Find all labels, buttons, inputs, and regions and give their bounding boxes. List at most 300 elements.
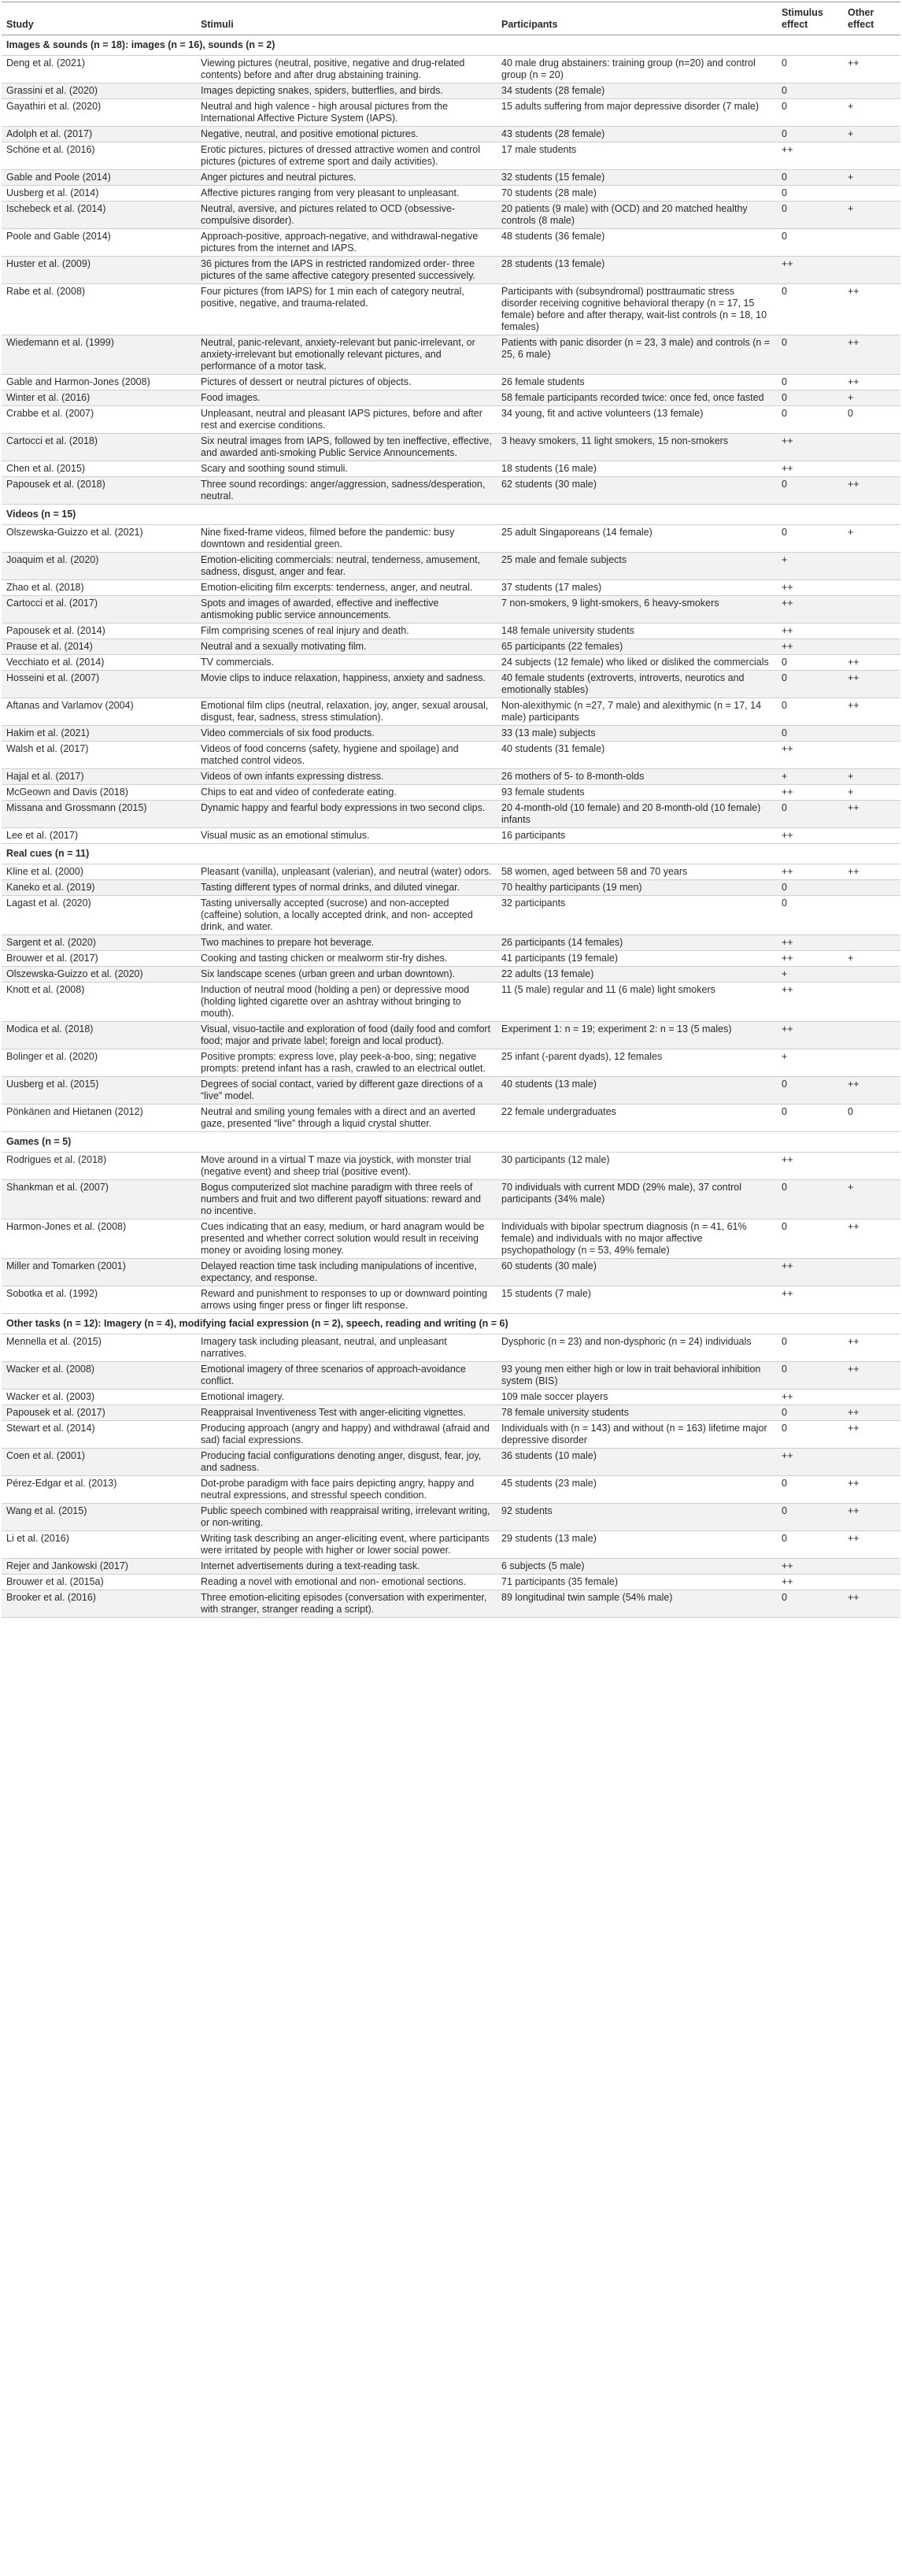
section-title: Images & sounds (n = 18): images (n = 16), sounds (n = 2) — [2, 35, 900, 56]
table-row — [2, 828, 900, 844]
cell-stimulus-effect: ++ — [777, 639, 843, 655]
cell-study: Mennella et al. (2015) — [2, 1334, 196, 1362]
table-row — [2, 553, 900, 580]
header-stimulus-effect: Stimulus effect — [777, 2, 843, 35]
cell-study: Hakim et al. (2021) — [2, 726, 196, 742]
cell-participants: 25 male and female subjects — [497, 553, 777, 580]
cell-study: Poole and Gable (2014) — [2, 229, 196, 257]
table-row — [2, 202, 900, 229]
cell-other-effect — [843, 461, 900, 477]
cell-other-effect: ++ — [843, 671, 900, 698]
cell-other-effect: ++ — [843, 1504, 900, 1531]
cell-study: Wiedemann et al. (1999) — [2, 335, 196, 375]
cell-participants: 36 students (10 male) — [497, 1449, 777, 1476]
cell-stimuli: Tasting different types of normal drinks, and diluted vinegar. — [196, 880, 497, 896]
table-row — [2, 142, 900, 170]
cell-study: Rabe et al. (2008) — [2, 284, 196, 335]
cell-stimuli: Spots and images of awarded, effective and ineffective antismoking public service announcements. — [196, 596, 497, 624]
cell-participants: 26 participants (14 females) — [497, 935, 777, 951]
cell-stimulus-effect: ++ — [777, 461, 843, 477]
cell-study: Gable and Poole (2014) — [2, 170, 196, 186]
cell-other-effect: + — [843, 390, 900, 406]
cell-stimulus-effect: ++ — [777, 1153, 843, 1180]
cell-stimulus-effect: 0 — [777, 390, 843, 406]
section-header-row — [2, 1314, 900, 1334]
cell-participants: 62 students (30 male) — [497, 477, 777, 505]
cell-participants: 89 longitudinal twin sample (54% male) — [497, 1590, 777, 1618]
cell-stimulus-effect: ++ — [777, 596, 843, 624]
cell-participants: Individuals with bipolar spectrum diagnosis (n = 41, 61% female) and individuals with no major affective psychopathology (n = 53, 49% female) — [497, 1220, 777, 1259]
cell-stimulus-effect: 0 — [777, 1405, 843, 1421]
cell-participants: 71 participants (35 female) — [497, 1575, 777, 1590]
table-row — [2, 390, 900, 406]
cell-other-effect — [843, 142, 900, 170]
cell-stimulus-effect: 0 — [777, 56, 843, 83]
table-row — [2, 769, 900, 785]
cell-other-effect: ++ — [843, 864, 900, 880]
cell-stimulus-effect: 0 — [777, 655, 843, 671]
cell-study: Huster et al. (2009) — [2, 257, 196, 284]
cell-study: Uusberg et al. (2015) — [2, 1077, 196, 1105]
cell-stimulus-effect: 0 — [777, 406, 843, 434]
cell-participants: Participants with (subsyndromal) posttraumatic stress disorder receiving cognitive behavioral therapy (n = 17, 15 female) before and after therapy, wait-list controls (n = 18, 10 females) — [497, 284, 777, 335]
cell-stimuli: TV commercials. — [196, 655, 497, 671]
cell-other-effect: ++ — [843, 1421, 900, 1449]
section-title: Real cues (n = 11) — [2, 844, 900, 864]
cell-participants: 45 students (23 male) — [497, 1476, 777, 1504]
cell-participants: 109 male soccer players — [497, 1390, 777, 1405]
cell-participants: 78 female university students — [497, 1405, 777, 1421]
cell-other-effect — [843, 935, 900, 951]
table-row — [2, 257, 900, 284]
cell-stimulus-effect: 0 — [777, 186, 843, 202]
cell-other-effect — [843, 624, 900, 639]
cell-other-effect — [843, 1259, 900, 1286]
cell-other-effect: ++ — [843, 1220, 900, 1259]
table-row — [2, 1559, 900, 1575]
table-row — [2, 335, 900, 375]
cell-other-effect: ++ — [843, 1362, 900, 1390]
cell-stimuli: Film comprising scenes of real injury and death. — [196, 624, 497, 639]
cell-participants: Experiment 1: n = 19; experiment 2: n = 13 (5 males) — [497, 1022, 777, 1049]
cell-other-effect: ++ — [843, 56, 900, 83]
cell-other-effect — [843, 896, 900, 935]
section-title: Games (n = 5) — [2, 1132, 900, 1153]
cell-stimuli: Delayed reaction time task including manipulations of incentive, expectancy, and response. — [196, 1259, 497, 1286]
cell-participants: 93 young men either high or low in trait behavioral inhibition system (BIS) — [497, 1362, 777, 1390]
table-row — [2, 83, 900, 99]
cell-stimulus-effect: 0 — [777, 698, 843, 726]
cell-stimulus-effect: 0 — [777, 127, 843, 142]
cell-stimuli: Induction of neutral mood (holding a pen) or depressive mood (holding lighted cigarette over an ashtray without bringing to mouth). — [196, 983, 497, 1022]
cell-study: Brouwer et al. (2015a) — [2, 1575, 196, 1590]
cell-stimuli: Negative, neutral, and positive emotional pictures. — [196, 127, 497, 142]
cell-stimuli: Video commercials of six food products. — [196, 726, 497, 742]
cell-study: Prause et al. (2014) — [2, 639, 196, 655]
cell-other-effect: + — [843, 525, 900, 553]
cell-participants: 6 subjects (5 male) — [497, 1559, 777, 1575]
table-row — [2, 935, 900, 951]
cell-stimulus-effect: 0 — [777, 375, 843, 390]
table-row — [2, 655, 900, 671]
cell-stimulus-effect: + — [777, 967, 843, 983]
cell-participants: 58 women, aged between 58 and 70 years — [497, 864, 777, 880]
cell-stimuli: Cues indicating that an easy, medium, or hard anagram would be presented and whether correct solution would result in receiving money or avoiding losing money. — [196, 1220, 497, 1259]
cell-study: Wacker et al. (2008) — [2, 1362, 196, 1390]
section-header-row — [2, 505, 900, 525]
table-row — [2, 1077, 900, 1105]
table-row — [2, 967, 900, 983]
cell-other-effect: + — [843, 951, 900, 967]
cell-other-effect: ++ — [843, 477, 900, 505]
table-row — [2, 1449, 900, 1476]
cell-study: Papousek et al. (2014) — [2, 624, 196, 639]
cell-other-effect: ++ — [843, 1405, 900, 1421]
cell-stimulus-effect: ++ — [777, 1022, 843, 1049]
cell-study: Zhao et al. (2018) — [2, 580, 196, 596]
cell-stimuli: Neutral and high valence - high arousal pictures from the International Affective Picture System (IAPS). — [196, 99, 497, 127]
cell-stimulus-effect: 0 — [777, 1590, 843, 1618]
cell-study: Kline et al. (2000) — [2, 864, 196, 880]
cell-other-effect — [843, 1559, 900, 1575]
cell-study: Papousek et al. (2017) — [2, 1405, 196, 1421]
table-row — [2, 1180, 900, 1220]
cell-stimuli: Unpleasant, neutral and pleasant IAPS pictures, before and after rest and exercise conditions. — [196, 406, 497, 434]
table-row — [2, 951, 900, 967]
table-row — [2, 1390, 900, 1405]
cell-stimulus-effect: ++ — [777, 257, 843, 284]
cell-stimuli: Cooking and tasting chicken or mealworm stir-fry dishes. — [196, 951, 497, 967]
table-row — [2, 127, 900, 142]
cell-stimulus-effect: 0 — [777, 1077, 843, 1105]
cell-participants: 7 non-smokers, 9 light-smokers, 6 heavy-smokers — [497, 596, 777, 624]
table-row — [2, 1049, 900, 1077]
cell-study: Stewart et al. (2014) — [2, 1421, 196, 1449]
cell-stimuli: Producing approach (angry and happy) and withdrawal (afraid and sad) facial expressions. — [196, 1421, 497, 1449]
table-row — [2, 1504, 900, 1531]
cell-other-effect — [843, 1449, 900, 1476]
table-row — [2, 434, 900, 461]
cell-other-effect — [843, 1286, 900, 1314]
cell-participants: 3 heavy smokers, 11 light smokers, 15 non-smokers — [497, 434, 777, 461]
cell-stimuli: Move around in a virtual T maze via joystick, with monster trial (negative event) and sheep trial (positive event). — [196, 1153, 497, 1180]
header-study: Study — [2, 2, 196, 35]
cell-stimulus-effect: ++ — [777, 951, 843, 967]
cell-stimulus-effect: ++ — [777, 828, 843, 844]
cell-participants: 34 students (28 female) — [497, 83, 777, 99]
cell-participants: 15 adults suffering from major depressive disorder (7 male) — [497, 99, 777, 127]
table-row — [2, 406, 900, 434]
cell-participants: 17 male students — [497, 142, 777, 170]
cell-other-effect: ++ — [843, 1334, 900, 1362]
cell-other-effect — [843, 434, 900, 461]
cell-stimuli: Approach-positive, approach-negative, and withdrawal-negative pictures from the internet and IAPS. — [196, 229, 497, 257]
cell-stimuli: Tasting universally accepted (sucrose) and non-accepted (caffeine) solution, a locally accepted drink, and non- accepted drink, and water. — [196, 896, 497, 935]
cell-participants: Patients with panic disorder (n = 23, 3 male) and controls (n = 25, 6 male) — [497, 335, 777, 375]
cell-participants: 70 healthy participants (19 men) — [497, 880, 777, 896]
cell-study: Deng et al. (2021) — [2, 56, 196, 83]
cell-other-effect: + — [843, 202, 900, 229]
section-title: Other tasks (n = 12): Imagery (n = 4), modifying facial expression (n = 2), speech, reading and writing (n = 6) — [2, 1314, 900, 1334]
cell-other-effect: ++ — [843, 1531, 900, 1559]
table-row — [2, 983, 900, 1022]
cell-stimulus-effect: ++ — [777, 983, 843, 1022]
cell-stimulus-effect: 0 — [777, 335, 843, 375]
cell-participants: 60 students (30 male) — [497, 1259, 777, 1286]
cell-stimuli: Six neutral images from IAPS, followed by ten ineffective, effective, and awarded anti-smoking Public Service Announcements. — [196, 434, 497, 461]
cell-stimuli: Videos of own infants expressing distress. — [196, 769, 497, 785]
table-row — [2, 1259, 900, 1286]
cell-stimulus-effect: ++ — [777, 785, 843, 801]
cell-stimulus-effect: 0 — [777, 1334, 843, 1362]
cell-participants: 70 students (28 male) — [497, 186, 777, 202]
cell-study: Shankman et al. (2007) — [2, 1180, 196, 1220]
cell-stimulus-effect: 0 — [777, 1105, 843, 1132]
cell-study: Walsh et al. (2017) — [2, 742, 196, 769]
cell-stimuli: Viewing pictures (neutral, positive, negative and drug-related contents) before and after drug abstaining training. — [196, 56, 497, 83]
cell-other-effect — [843, 967, 900, 983]
cell-stimuli: Pleasant (vanilla), unpleasant (valerian), and neutral (water) odors. — [196, 864, 497, 880]
cell-study: Brooker et al. (2016) — [2, 1590, 196, 1618]
cell-other-effect: ++ — [843, 1077, 900, 1105]
cell-participants: 92 students — [497, 1504, 777, 1531]
cell-participants: 32 students (15 female) — [497, 170, 777, 186]
cell-other-effect — [843, 186, 900, 202]
cell-study: Rejer and Jankowski (2017) — [2, 1559, 196, 1575]
cell-participants: 37 students (17 males) — [497, 580, 777, 596]
cell-participants: 41 participants (19 female) — [497, 951, 777, 967]
cell-other-effect: ++ — [843, 284, 900, 335]
cell-participants: 148 female university students — [497, 624, 777, 639]
cell-stimuli: Internet advertisements during a text-reading task. — [196, 1559, 497, 1575]
cell-study: Brouwer et al. (2017) — [2, 951, 196, 967]
cell-participants: 11 (5 male) regular and 11 (6 male) light smokers — [497, 983, 777, 1022]
cell-study: Sargent et al. (2020) — [2, 935, 196, 951]
table-row — [2, 99, 900, 127]
header-stimuli: Stimuli — [196, 2, 497, 35]
header-row — [2, 2, 900, 35]
cell-other-effect — [843, 726, 900, 742]
cell-stimuli: Bogus computerized slot machine paradigm with three reels of numbers and fruit and two different payoff situations: reward and no incentive. — [196, 1180, 497, 1220]
cell-other-effect: ++ — [843, 801, 900, 828]
cell-study: Chen et al. (2015) — [2, 461, 196, 477]
table-row — [2, 624, 900, 639]
cell-stimuli: Food images. — [196, 390, 497, 406]
cell-participants: 15 students (7 male) — [497, 1286, 777, 1314]
cell-participants: 22 female undergraduates — [497, 1105, 777, 1132]
section-header-row — [2, 1132, 900, 1153]
cell-participants: 25 adult Singaporeans (14 female) — [497, 525, 777, 553]
cell-participants: 26 mothers of 5- to 8-month-olds — [497, 769, 777, 785]
cell-stimuli: Neutral, aversive, and pictures related to OCD (obsessive-compulsive disorder). — [196, 202, 497, 229]
cell-stimuli: Reward and punishment to responses to up or downward pointing arrows using finger press or finger lift response. — [196, 1286, 497, 1314]
table-row — [2, 726, 900, 742]
table-row — [2, 1153, 900, 1180]
cell-other-effect: + — [843, 785, 900, 801]
cell-stimuli: Emotional imagery. — [196, 1390, 497, 1405]
cell-study: Hajal et al. (2017) — [2, 769, 196, 785]
cell-stimulus-effect: ++ — [777, 1286, 843, 1314]
cell-other-effect — [843, 580, 900, 596]
cell-study: Hosseini et al. (2007) — [2, 671, 196, 698]
table-row — [2, 1220, 900, 1259]
cell-stimuli: Affective pictures ranging from very pleasant to unpleasant. — [196, 186, 497, 202]
cell-other-effect: ++ — [843, 698, 900, 726]
cell-study: Gable and Harmon-Jones (2008) — [2, 375, 196, 390]
cell-other-effect: + — [843, 99, 900, 127]
cell-study: Lagast et al. (2020) — [2, 896, 196, 935]
cell-stimulus-effect: 0 — [777, 229, 843, 257]
cell-other-effect: + — [843, 769, 900, 785]
cell-participants: 58 female participants recorded twice: once fed, once fasted — [497, 390, 777, 406]
table-row — [2, 284, 900, 335]
cell-stimuli: Scary and soothing sound stimuli. — [196, 461, 497, 477]
cell-stimuli: Dot-probe paradigm with face pairs depicting angry, happy and neutral expressions, and stressful speech condition. — [196, 1476, 497, 1504]
cell-study: Bolinger et al. (2020) — [2, 1049, 196, 1077]
cell-stimuli: Public speech combined with reappraisal writing, irrelevant writing, or non-writing. — [196, 1504, 497, 1531]
cell-other-effect: ++ — [843, 1476, 900, 1504]
cell-stimulus-effect: 0 — [777, 202, 843, 229]
cell-stimuli: Neutral and smiling young females with a direct and an averted gaze, presented “live” through a liquid crystal shutter. — [196, 1105, 497, 1132]
cell-stimuli: Neutral and a sexually motivating film. — [196, 639, 497, 655]
cell-participants: 40 male drug abstainers: training group (n=20) and control group (n = 20) — [497, 56, 777, 83]
cell-participants: 16 participants — [497, 828, 777, 844]
cell-stimuli: Visual, visuo-tactile and exploration of food (daily food and comfort food; major and private label; foreign and local product). — [196, 1022, 497, 1049]
table-row — [2, 56, 900, 83]
cell-participants: 30 participants (12 male) — [497, 1153, 777, 1180]
cell-stimulus-effect: + — [777, 769, 843, 785]
cell-stimuli: Nine fixed-frame videos, filmed before the pandemic: busy downtown and residential green. — [196, 525, 497, 553]
cell-stimulus-effect: ++ — [777, 1449, 843, 1476]
cell-stimulus-effect: 0 — [777, 726, 843, 742]
cell-stimulus-effect: 0 — [777, 1220, 843, 1259]
cell-study: Pérez-Edgar et al. (2013) — [2, 1476, 196, 1504]
cell-stimulus-effect: 0 — [777, 99, 843, 127]
cell-other-effect — [843, 983, 900, 1022]
cell-participants: Non-alexithymic (n =27, 7 male) and alexithymic (n = 17, 14 male) participants — [497, 698, 777, 726]
section-title: Videos (n = 15) — [2, 505, 900, 525]
table-row — [2, 375, 900, 390]
cell-participants: 20 4-month-old (10 female) and 20 8-month-old (10 female) infants — [497, 801, 777, 828]
cell-stimulus-effect: ++ — [777, 1259, 843, 1286]
cell-participants: 26 female students — [497, 375, 777, 390]
table-row — [2, 1531, 900, 1559]
cell-study: Cartocci et al. (2018) — [2, 434, 196, 461]
cell-stimulus-effect: 0 — [777, 477, 843, 505]
cell-stimuli: Emotion-eliciting commercials: neutral, tenderness, amusement, sadness, disgust, anger and fear. — [196, 553, 497, 580]
cell-study: Cartocci et al. (2017) — [2, 596, 196, 624]
cell-stimulus-effect: ++ — [777, 935, 843, 951]
table-row — [2, 1405, 900, 1421]
cell-stimuli: 36 pictures from the IAPS in restricted randomized order- three pictures of the same affective category presented successively. — [196, 257, 497, 284]
cell-other-effect: ++ — [843, 1590, 900, 1618]
cell-study: Kaneko et al. (2019) — [2, 880, 196, 896]
cell-study: Knott et al. (2008) — [2, 983, 196, 1022]
cell-other-effect — [843, 1153, 900, 1180]
table-row — [2, 1421, 900, 1449]
table-row — [2, 880, 900, 896]
table-row — [2, 477, 900, 505]
cell-stimuli: Emotion-eliciting film excerpts: tenderness, anger, and neutral. — [196, 580, 497, 596]
cell-other-effect — [843, 1049, 900, 1077]
cell-stimuli: Writing task describing an anger-eliciting event, where participants were irritated by people with higher or lower social power. — [196, 1531, 497, 1559]
studies-table — [2, 2, 900, 1618]
cell-participants: Individuals with (n = 143) and without (n = 163) lifetime major depressive disorder — [497, 1421, 777, 1449]
cell-stimulus-effect: 0 — [777, 170, 843, 186]
cell-stimuli: Emotional imagery of three scenarios of approach-avoidance conflict. — [196, 1362, 497, 1390]
table-row — [2, 785, 900, 801]
table-row — [2, 698, 900, 726]
cell-stimulus-effect: ++ — [777, 624, 843, 639]
cell-study: Winter et al. (2016) — [2, 390, 196, 406]
cell-stimulus-effect: 0 — [777, 83, 843, 99]
cell-participants: 29 students (13 male) — [497, 1531, 777, 1559]
cell-stimuli: Neutral, panic-relevant, anxiety-relevant but panic-irrelevant, or anxiety-irrelevant but emotionally relevant pictures, and performance of a motor task. — [196, 335, 497, 375]
cell-stimulus-effect: 0 — [777, 284, 843, 335]
cell-study: Harmon-Jones et al. (2008) — [2, 1220, 196, 1259]
cell-other-effect — [843, 553, 900, 580]
cell-participants: 33 (13 male) subjects — [497, 726, 777, 742]
cell-participants: 70 individuals with current MDD (29% male), 37 control participants (34% male) — [497, 1180, 777, 1220]
cell-stimulus-effect: 0 — [777, 801, 843, 828]
cell-stimulus-effect: 0 — [777, 525, 843, 553]
cell-study: Olszewska-Guizzo et al. (2021) — [2, 525, 196, 553]
table-row — [2, 896, 900, 935]
table-row — [2, 596, 900, 624]
cell-stimulus-effect: ++ — [777, 864, 843, 880]
cell-study: McGeown and Davis (2018) — [2, 785, 196, 801]
cell-other-effect — [843, 596, 900, 624]
table-row — [2, 170, 900, 186]
cell-stimulus-effect: 0 — [777, 1362, 843, 1390]
cell-other-effect: 0 — [843, 406, 900, 434]
cell-study: Adolph et al. (2017) — [2, 127, 196, 142]
cell-stimulus-effect: 0 — [777, 880, 843, 896]
cell-study: Coen et al. (2001) — [2, 1449, 196, 1476]
cell-participants: 28 students (13 female) — [497, 257, 777, 284]
cell-study: Papousek et al. (2018) — [2, 477, 196, 505]
cell-other-effect — [843, 828, 900, 844]
cell-other-effect — [843, 742, 900, 769]
cell-study: Miller and Tomarken (2001) — [2, 1259, 196, 1286]
cell-stimulus-effect: ++ — [777, 742, 843, 769]
cell-stimulus-effect: 0 — [777, 1531, 843, 1559]
table-row — [2, 525, 900, 553]
cell-other-effect: ++ — [843, 335, 900, 375]
table-row — [2, 639, 900, 655]
cell-study: Schöne et al. (2016) — [2, 142, 196, 170]
cell-stimuli: Reading a novel with emotional and non- emotional sections. — [196, 1575, 497, 1590]
table-row — [2, 1590, 900, 1618]
cell-stimulus-effect: 0 — [777, 1180, 843, 1220]
cell-other-effect — [843, 1575, 900, 1590]
cell-stimuli: Degrees of social contact, varied by different gaze directions of a “live” model. — [196, 1077, 497, 1105]
table-row — [2, 1286, 900, 1314]
cell-stimuli: Dynamic happy and fearful body expressions in two second clips. — [196, 801, 497, 828]
cell-stimulus-effect: ++ — [777, 580, 843, 596]
cell-study: Pönkänen and Hietanen (2012) — [2, 1105, 196, 1132]
cell-other-effect: + — [843, 127, 900, 142]
cell-stimuli: Images depicting snakes, spiders, butterflies, and birds. — [196, 83, 497, 99]
cell-study: Sobotka et al. (1992) — [2, 1286, 196, 1314]
cell-participants: Dysphoric (n = 23) and non-dysphoric (n = 24) individuals — [497, 1334, 777, 1362]
cell-other-effect: 0 — [843, 1105, 900, 1132]
cell-other-effect — [843, 83, 900, 99]
cell-other-effect — [843, 639, 900, 655]
cell-study: Olszewska-Guizzo et al. (2020) — [2, 967, 196, 983]
cell-stimuli: Anger pictures and neutral pictures. — [196, 170, 497, 186]
cell-stimulus-effect: + — [777, 553, 843, 580]
